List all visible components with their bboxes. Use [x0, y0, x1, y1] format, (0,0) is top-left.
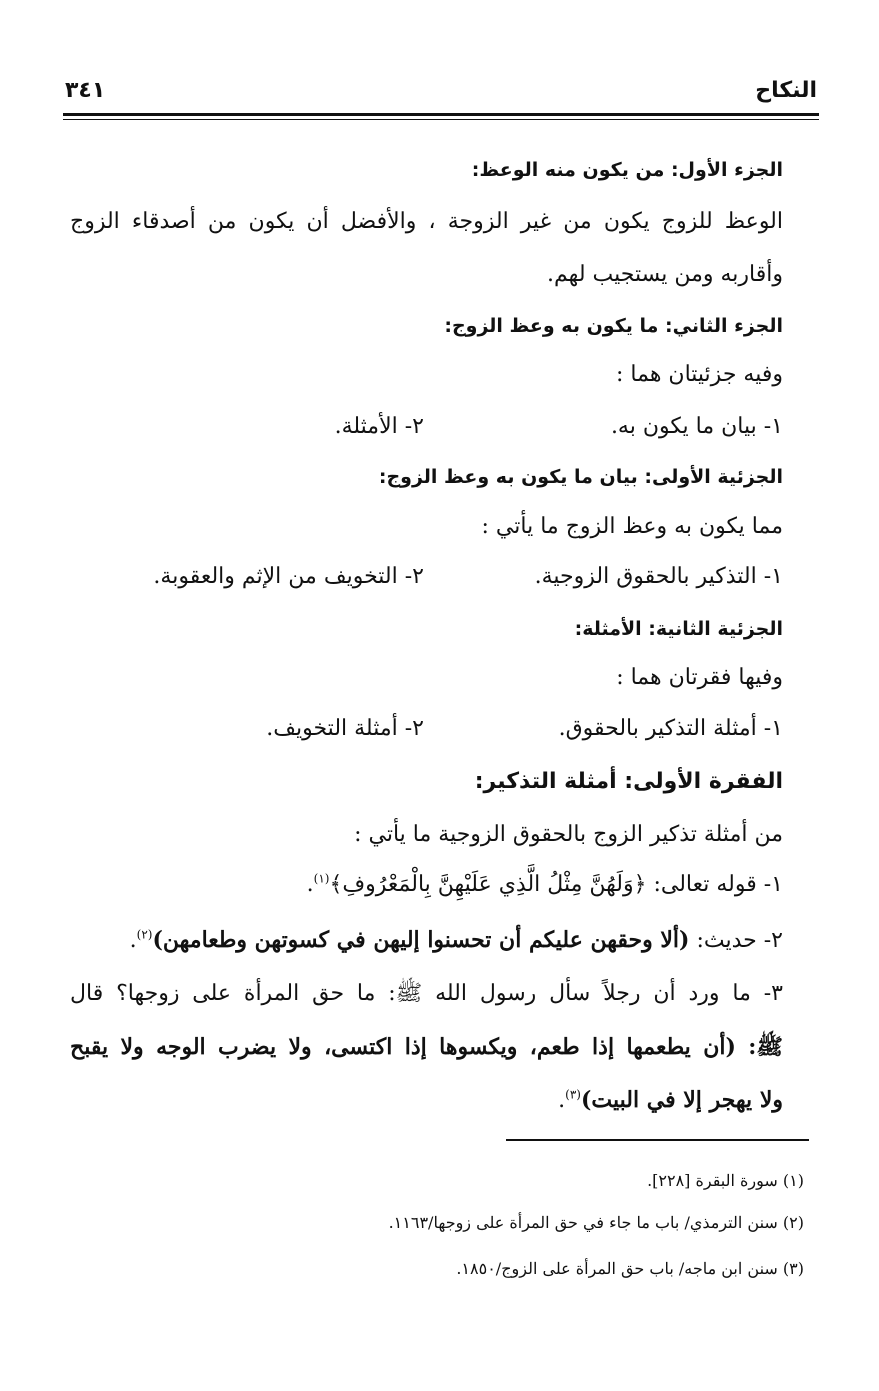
footnote-ref-2: (٢) — [136, 927, 153, 942]
example1-end: . — [306, 872, 314, 897]
header-rule-thick — [63, 113, 819, 116]
footnote-separator — [506, 1139, 809, 1141]
sub1-item1: ١- التذكير بالحقوق الزوجية. — [534, 564, 783, 589]
part2-heading: الجزء الثاني: ما يكون به وعظ الزوج: — [444, 315, 783, 337]
example2-end: . — [129, 928, 137, 953]
example3-line2 — [70, 1030, 783, 1064]
sub1-item2: ٢- التخويف من الإثم والعقوبة. — [153, 564, 424, 589]
example3-salutation: ﷺ: — [735, 1034, 783, 1060]
footnote-1: (١) سورة البقرة [٢٢٨]. — [647, 1171, 804, 1190]
sub1-heading: الجزئية الأولى: بيان ما يكون به وعظ الزوج: — [378, 466, 783, 488]
para1-intro: من أمثلة تذكير الزوج بالحقوق الزوجية ما يأتي : — [354, 822, 783, 847]
sub2-item1: ١- أمثلة التذكير بالحقوق. — [558, 716, 783, 741]
quran-verse: ﴿وَلَهُنَّ مِثْلُ الَّذِي عَلَيْهِنَّ بِالْمَعْرُوفِ﴾ — [329, 872, 647, 897]
part1-text-line1: الوعظ للزوج يكون من غير الزوجة ، والأفضل أن يكون من أصدقاء الزوج — [70, 209, 783, 234]
hadith-quote-2: (أن يطعمها إذا طعم، ويكسوها إذا اكتسى، ولا يضرب الوجه ولا يقبح — [70, 1034, 736, 1060]
sub2-item2: ٢- أمثلة التخويف. — [266, 716, 424, 741]
footnote-2: (٢) سنن الترمذي/ باب ما جاء في حق المرأة على زوجها/١١٦٣. — [388, 1213, 804, 1232]
sub2-intro: وفيها فقرتان هما : — [616, 665, 783, 690]
example3-end: . — [558, 1088, 566, 1113]
para1-heading: الفقرة الأولى: أمثلة التذكير: — [474, 769, 783, 794]
footnote-3: (٣) سنن ابن ماجه/ باب حق المرأة على الزوج/١٨٥٠. — [456, 1259, 804, 1278]
sub2-heading: الجزئية الثانية: الأمثلة: — [574, 618, 783, 640]
header-rule-thin — [63, 119, 819, 120]
example1-line — [307, 868, 783, 902]
part2-item1: ١- بيان ما يكون به. — [610, 414, 783, 439]
example2-line — [130, 923, 783, 958]
part2-intro: وفيه جزئيتان هما : — [616, 362, 783, 387]
footnote-ref-3: (٣) — [565, 1087, 581, 1102]
example1-prefix: ١- قوله تعالى: — [646, 872, 783, 897]
hadith-quote-1: (ألا وحقهن عليكم أن تحسنوا إليهن في كسوتهن وطعامهن) — [152, 927, 690, 953]
page-header — [63, 70, 819, 110]
footnote-ref-1: (١) — [313, 871, 330, 886]
example3-line1: ٣- ما ورد أن رجلاً سأل رسول الله ﷺ: ما حق المرأة على زوجها؟ قال — [70, 981, 783, 1006]
sub1-intro: مما يكون به وعظ الزوج ما يأتي : — [481, 514, 783, 539]
example3-line3 — [558, 1083, 783, 1118]
hadith-quote-2-end: ولا يهجر إلا في البيت) — [580, 1087, 783, 1113]
part1-heading: الجزء الأول: من يكون منه الوعظ: — [471, 159, 783, 181]
running-title: النكاح — [755, 78, 817, 103]
part2-item2: ٢- الأمثلة. — [334, 414, 424, 439]
example2-prefix: ٢- حديث: — [689, 928, 783, 953]
page-number: ٣٤١ — [65, 78, 106, 103]
part1-text-line2: وأقاربه ومن يستجيب لهم. — [547, 262, 783, 287]
